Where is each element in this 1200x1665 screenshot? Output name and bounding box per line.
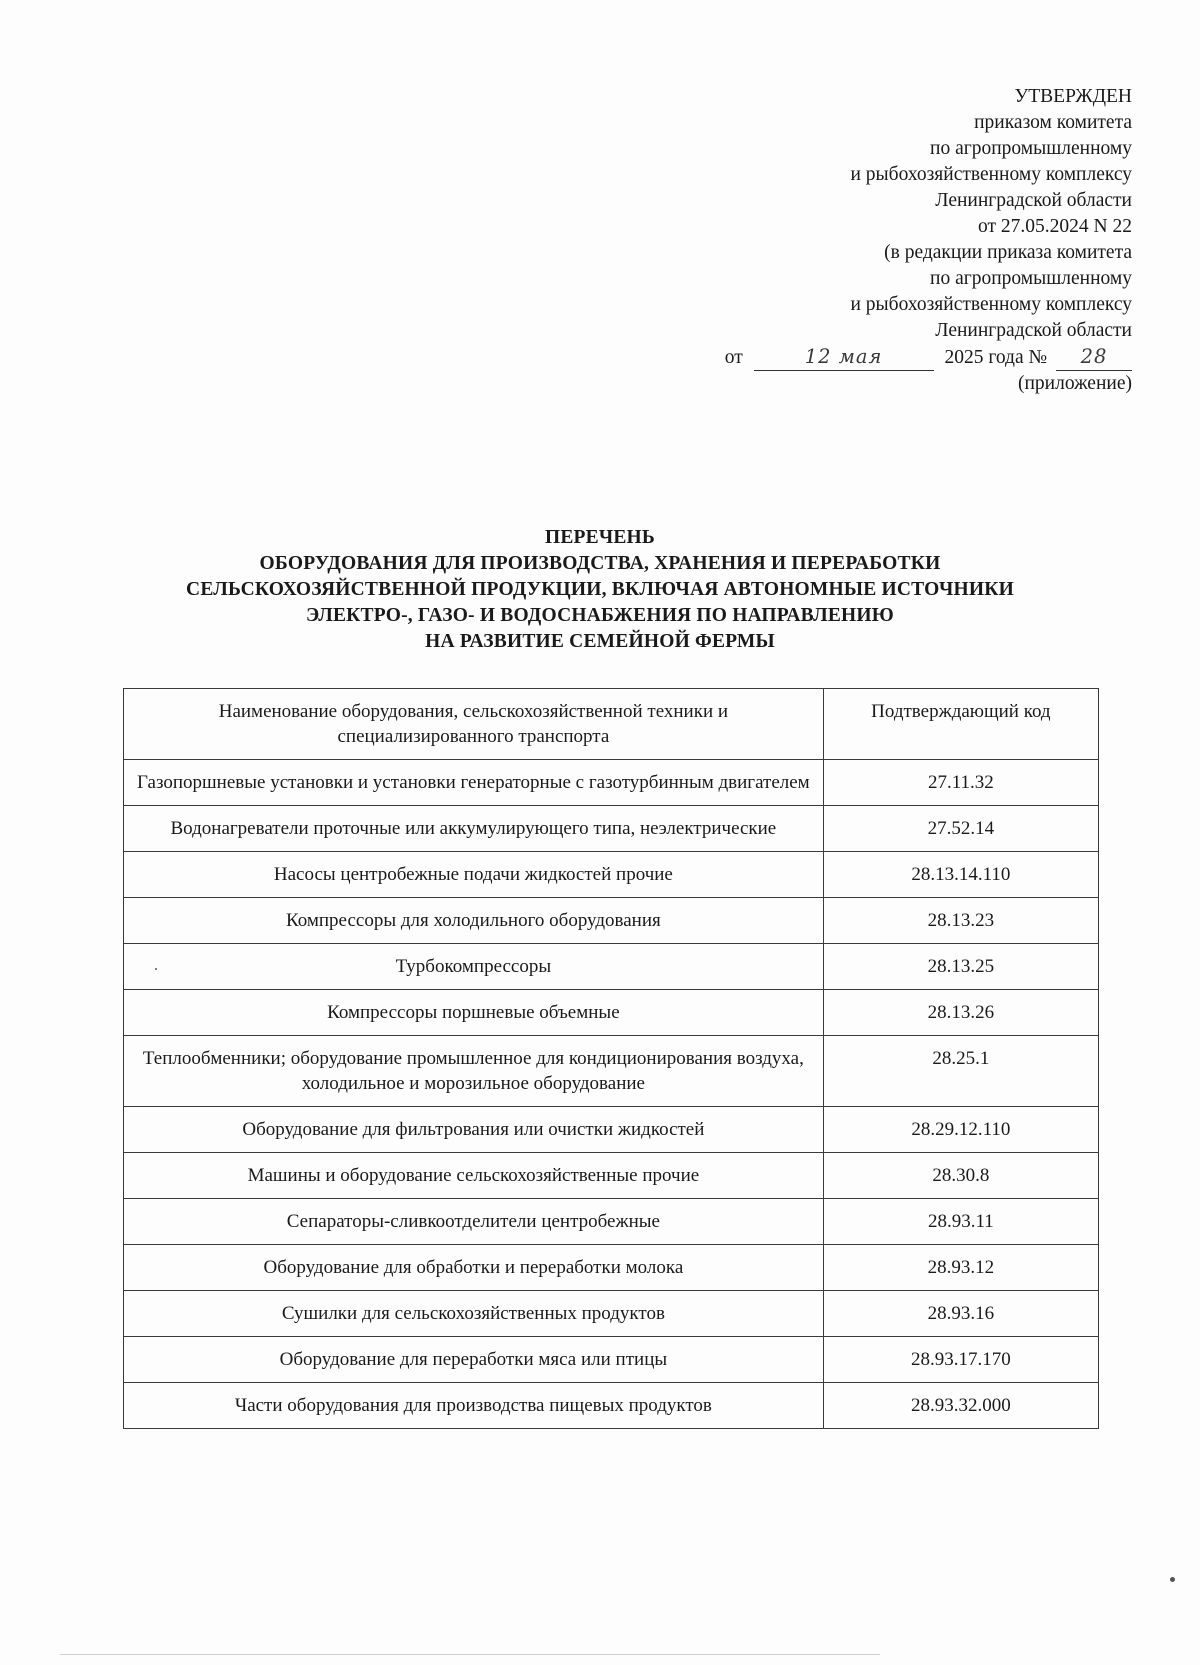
table-row (124, 852, 1099, 898)
table-row (124, 1337, 1099, 1383)
approval-line: Ленинградской области (935, 190, 1132, 211)
equipment-code: 28.93.12 (823, 1245, 1098, 1291)
equipment-name: Оборудование для переработки мяса или птицы (124, 1337, 824, 1383)
sign-middle: 2025 года № (944, 347, 1048, 368)
equipment-name: Оборудование для фильтрования или очистки жидкостей (124, 1107, 824, 1153)
sign-prefix: от (724, 347, 743, 368)
equipment-name: Насосы центробежные подачи жидкостей прочие (124, 852, 824, 898)
equipment-code: 28.93.17.170 (823, 1337, 1098, 1383)
title-line: ПЕРЕЧЕНЬ (544, 527, 656, 548)
approval-line: приказом комитета (974, 112, 1132, 133)
table-row (124, 944, 1099, 990)
handwritten-order-number: 28 (1056, 344, 1132, 371)
table-row (124, 990, 1099, 1036)
table-row (124, 760, 1099, 806)
equipment-name: Части оборудования для производства пищевых продуктов (124, 1383, 824, 1429)
approval-line: (в редакции приказа комитета (884, 242, 1132, 263)
approval-line: от 27.05.2024 N 22 (978, 216, 1132, 237)
scan-edge-line (60, 1654, 880, 1655)
table-row (124, 1383, 1099, 1429)
table-row (124, 806, 1099, 852)
equipment-name: Компрессоры для холодильного оборудования (124, 898, 824, 944)
equipment-code: 27.52.14 (823, 806, 1098, 852)
scan-speck (155, 968, 157, 970)
handwritten-date: 12 мая (754, 344, 934, 371)
header-code: Подтверждающий код (823, 689, 1098, 760)
table-row (124, 1107, 1099, 1153)
approval-line: Ленинградской области (935, 320, 1132, 341)
header-equipment-name: Наименование оборудования, сельскохозяйственной техники и специализированного транспорта (124, 689, 824, 760)
approval-line: по агропромышленному (930, 268, 1132, 289)
title-line: ЭЛЕКТРО-, ГАЗО- И ВОДОСНАБЖЕНИЯ ПО НАПРАВЛЕНИЮ (306, 605, 894, 626)
equipment-code: 28.93.11 (823, 1199, 1098, 1245)
table-row (124, 898, 1099, 944)
equipment-name: Компрессоры поршневые объемные (124, 990, 824, 1036)
table-row (124, 1036, 1099, 1107)
equipment-code: 28.30.8 (823, 1153, 1098, 1199)
equipment-code: 28.93.16 (823, 1291, 1098, 1337)
table-row (124, 1245, 1099, 1291)
equipment-code: 28.29.12.110 (823, 1107, 1098, 1153)
title-line: СЕЛЬСКОХОЗЯЙСТВЕННОЙ ПРОДУКЦИИ, ВКЛЮЧАЯ АВТОНОМНЫЕ ИСТОЧНИКИ (186, 579, 1014, 600)
scan-speck (1170, 1577, 1175, 1582)
approval-line: и рыбохозяйственному комплексу (850, 164, 1132, 185)
approval-line: по агропромышленному (930, 138, 1132, 159)
equipment-code: 28.13.25 (823, 944, 1098, 990)
equipment-name: Турбокомпрессоры (124, 944, 824, 990)
approval-block (572, 84, 1132, 397)
equipment-code: 28.13.14.110 (823, 852, 1098, 898)
table-header-row (124, 689, 1099, 760)
equipment-name: Теплообменники; оборудование промышленное для кондиционирования воздуха, холодильное и морозильное оборудование (124, 1036, 824, 1107)
title-line: НА РАЗВИТИЕ СЕМЕЙНОЙ ФЕРМЫ (425, 631, 775, 652)
equipment-name: Сушилки для сельскохозяйственных продуктов (124, 1291, 824, 1337)
table-row (124, 1199, 1099, 1245)
approval-line: УТВЕРЖДЕН (1014, 86, 1132, 107)
order-signature-line (572, 344, 1132, 371)
equipment-name: Оборудование для обработки и переработки молока (124, 1245, 824, 1291)
equipment-name: Сепараторы-сливкоотделители центробежные (124, 1199, 824, 1245)
equipment-code: 28.13.23 (823, 898, 1098, 944)
approval-line: и рыбохозяйственному комплексу (850, 294, 1132, 315)
equipment-code: 28.93.32.000 (823, 1383, 1098, 1429)
equipment-code: 27.11.32 (823, 760, 1098, 806)
equipment-name: Газопоршневые установки и установки генераторные с газотурбинным двигателем (124, 760, 824, 806)
appendix-label: (приложение) (1017, 373, 1132, 394)
equipment-name: Машины и оборудование сельскохозяйственные прочие (124, 1153, 824, 1199)
equipment-code: 28.13.26 (823, 990, 1098, 1036)
document-title (60, 525, 1140, 655)
table-row (124, 1291, 1099, 1337)
equipment-code: 28.25.1 (823, 1036, 1098, 1107)
table-row (124, 1153, 1099, 1199)
equipment-name: Водонагреватели проточные или аккумулирующего типа, неэлектрические (124, 806, 824, 852)
equipment-table (123, 688, 1099, 1429)
title-line: ОБОРУДОВАНИЯ ДЛЯ ПРОИЗВОДСТВА, ХРАНЕНИЯ И ПЕРЕРАБОТКИ (259, 553, 941, 574)
